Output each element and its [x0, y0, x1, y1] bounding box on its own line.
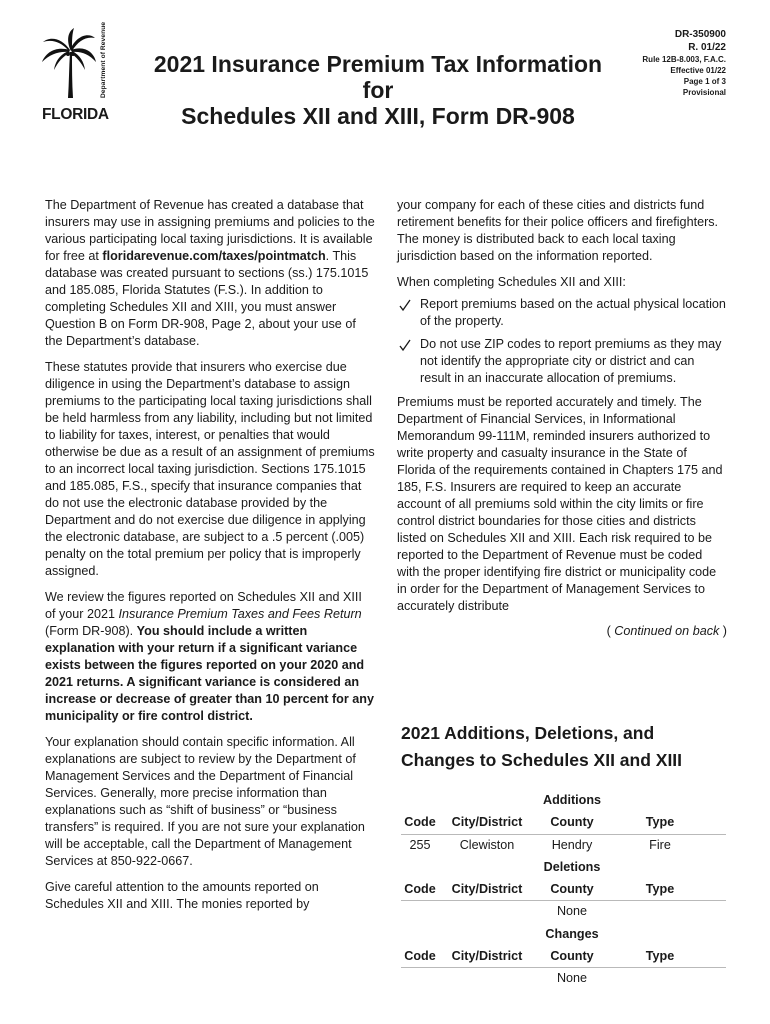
palm-tree-icon: [42, 28, 96, 100]
revision-date: R. 01/22: [688, 42, 726, 53]
continued-on-back: ( Continued on back ): [606, 624, 727, 638]
additions-label: Additions: [542, 793, 602, 807]
deletions-label: Deletions: [543, 859, 601, 874]
checklist-item: Report premiums based on the actual physical location of the property.: [397, 296, 727, 330]
premiums-paragraph: Premiums must be reported accurately and timely. The Department of Financial Services, in Informational Memorandum 99-111M, reminded insurers authorized to write property and casualty insurance in the State of Florida of the requirements contained in Chapters 175 and 185, F.S. Insurers are required to keep an accurate account of all premiums sold within the city limits or fire control district boundaries for those cities and districts listed on Schedules XII and XIII. Each risk required to be reported to the Department of Revenue must be coded with the proper identifying fire district or municipality code in order for the Department of Management Services to accurately distribute: [397, 395, 723, 613]
changes-label-row: [401, 924, 726, 946]
table-row: None: [556, 971, 588, 986]
table-row: None: [556, 904, 588, 919]
additions-label-row: [401, 790, 726, 812]
careful-attention-paragraph: Give careful attention to the amounts reported on Schedules XII and XIII. The monies reported by: [45, 880, 319, 911]
changes-table: [401, 790, 726, 991]
page-number: Page 1 of 3: [683, 77, 726, 86]
florida-wordmark: FLORIDA: [42, 106, 109, 123]
variance-paragraph: We review the figures reported on Schedules XII and XIII of your 2021 Insurance Premium Taxes and Fees Return (Form DR-908). You should include a written explanation with your return if a significant variance exists between the figures reported on your 2020 and 2021 returns. A significant variance is considered an increase or decrease of greater than 10 percent for any municipality or fire control district.: [45, 590, 374, 723]
database-paragraph: The Department of Revenue has created a database that insurers may use in assigning premiums and policies to the various participating local taxing jurisdictions. It is available for free at floridarevenue.com/taxes/pointmatch. This database was created pursuant to sections (ss.) 175.1015 and 185.085, Florida Statutes (F.S.). In addition to completing Schedules XII and XIII, you must answer Question B on Form DR-908, Page 2, about your use of the Department’s database.: [45, 198, 375, 348]
department-vertical-label: Department of Revenue: [100, 21, 107, 98]
deletions-label-row: [401, 857, 726, 879]
left-column: [45, 197, 375, 922]
table-header-row: Code City/District County Type: [401, 879, 726, 901]
explanation-paragraph: Your explanation should contain specific information. All explanations are subject to review by the Department of Management Services and the Department of Financial Services. Generally, more precise information than explanations such as “shift of business” or “business transfers” is required. If you are not sure your explanation will be acceptable, call the Department of Management Services at 850-922-0667.: [45, 735, 365, 868]
checklist: [397, 296, 727, 387]
completing-schedules-intro: When completing Schedules XII and XIII:: [397, 275, 626, 289]
florida-dor-logo: [40, 21, 112, 124]
table-header-row: Code City/District County Type: [401, 812, 726, 834]
changes-label: Changes: [545, 926, 599, 941]
effective-date: Effective 01/22: [670, 66, 726, 75]
title-line-3: Schedules XII and XIII, Form DR-908: [181, 103, 575, 129]
provisional-status: Provisional: [682, 88, 726, 97]
retirement-paragraph: your company for each of these cities and districts fund retirement benefits for their police officers and firefighters. The money is distributed back to each local taxing jurisdiction based on the information reported.: [397, 198, 719, 263]
rule-citation: Rule 12B-8.003, F.A.C.: [642, 55, 726, 64]
table-row: 255 Clewiston Hendry Fire: [409, 837, 671, 852]
document-title: [110, 51, 646, 129]
right-column: [397, 197, 727, 640]
form-metadata: [642, 28, 726, 98]
changes-section-heading: 2021 Additions, Deletions, and Changes to Schedules XII and XIII: [401, 723, 683, 770]
title-line-1: 2021 Insurance Premium Tax Information: [153, 51, 603, 77]
checkmark-icon: [398, 337, 412, 353]
form-number: DR-350900: [674, 29, 726, 40]
checkmark-icon: [398, 297, 412, 313]
due-diligence-paragraph: These statutes provide that insurers who exercise due diligence in using the Department’s database to assign premiums to the participating local taxing jurisdictions shall be held harmless from any liability, including but not limited to liability for taxes, interest, or penalties that would otherwise be due as a result of an assignment of premiums to an incorrect local taxing jurisdiction. Sections 175.1015 and 185.085, F.S., specify that insurance companies that do not use the electronic database provided by the Department and do not exercise due diligence in applying the electronic database, are subject to a .5 percent (.005) penalty on the total premium per policy that is improperly assigned.: [45, 360, 375, 578]
title-line-2: for: [362, 77, 394, 103]
table-header-row: Code City/District County Type: [401, 946, 726, 968]
checklist-item: Do not use ZIP codes to report premiums as they may not identify the appropriate city or district and can result in an inaccurate allocation of premiums.: [397, 336, 727, 387]
pointmatch-link[interactable]: floridarevenue.com/taxes/pointmatch: [102, 249, 326, 263]
